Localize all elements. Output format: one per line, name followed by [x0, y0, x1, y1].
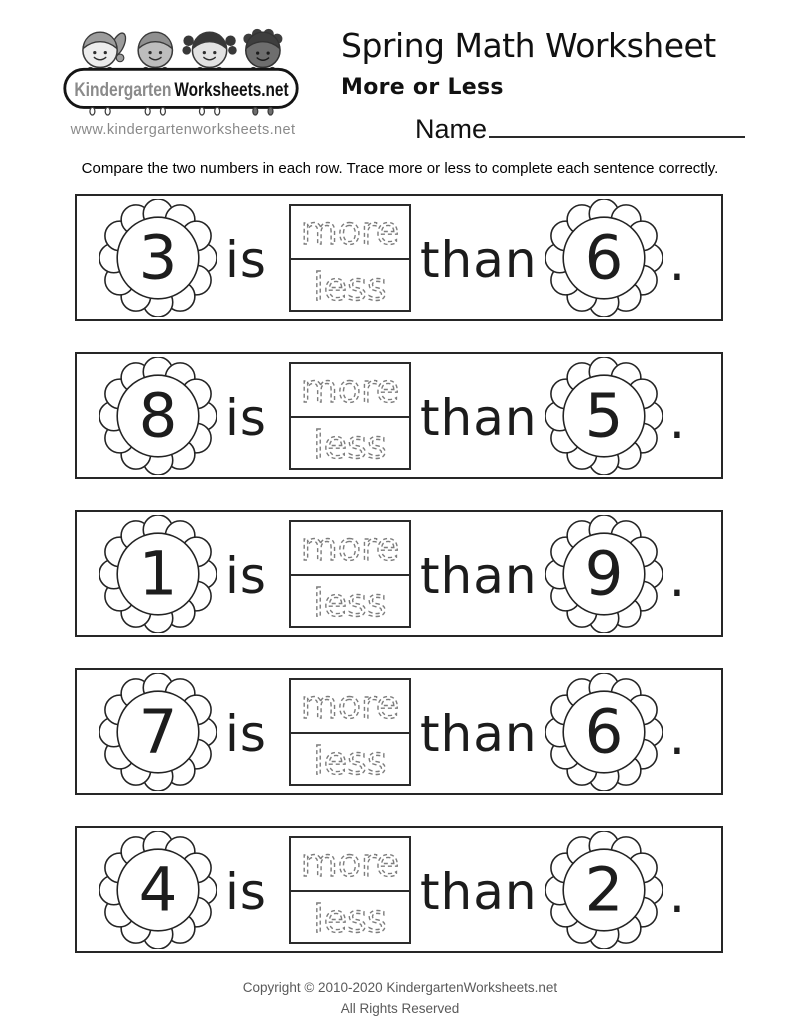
less-trace-text: less — [313, 896, 387, 941]
name-label: Name — [415, 114, 488, 144]
more-trace-text: more — [300, 208, 400, 253]
than-label: than — [419, 704, 538, 763]
left-number: 1 — [138, 538, 178, 610]
period-label: . — [668, 707, 687, 767]
less-trace-text: less — [313, 580, 387, 625]
logo-text-worksheets: Worksheets.net — [174, 80, 290, 101]
rows-container — [75, 194, 725, 953]
flower-icon — [545, 831, 663, 949]
logo — [55, 16, 311, 145]
footer — [0, 978, 800, 1020]
than-label: than — [419, 546, 538, 605]
kid-boy-curly — [243, 29, 282, 73]
more-less-trace-box[interactable] — [289, 204, 411, 312]
more-less-trace-box[interactable] — [289, 362, 411, 470]
worksheet-row-2 — [75, 352, 723, 479]
trace-less-cell[interactable] — [291, 890, 409, 942]
flower-icon — [99, 515, 217, 633]
flower-icon — [99, 199, 217, 317]
period-label: . — [668, 865, 687, 925]
left-number: 7 — [138, 696, 178, 768]
title-block — [311, 16, 745, 145]
logo-banner — [65, 69, 297, 107]
flower-icon — [545, 673, 663, 791]
website-url: www.kindergartenworksheets.net — [70, 122, 296, 138]
more-trace-text: more — [300, 524, 400, 569]
left-number: 4 — [138, 854, 178, 926]
period-label: . — [668, 391, 687, 451]
right-number: 2 — [584, 854, 623, 926]
than-label: than — [419, 862, 538, 921]
worksheet-row-3 — [75, 510, 723, 637]
period-label: . — [668, 549, 687, 609]
flower-icon — [545, 515, 663, 633]
right-number: 6 — [584, 696, 623, 768]
flower-icon — [99, 357, 217, 475]
less-trace-text: less — [313, 422, 387, 467]
worksheet-row-4 — [75, 668, 723, 795]
flower-icon — [545, 199, 663, 317]
right-number: 9 — [584, 538, 623, 610]
left-number: 3 — [138, 222, 178, 294]
kid-girl-gray — [83, 31, 129, 73]
header — [0, 0, 800, 145]
trace-more-cell[interactable] — [291, 364, 409, 416]
trace-less-cell[interactable] — [291, 574, 409, 626]
logo-kids-icon — [55, 16, 307, 116]
more-less-trace-box[interactable] — [289, 678, 411, 786]
period-label: . — [668, 233, 687, 293]
trace-more-cell[interactable] — [291, 838, 409, 890]
page-title: Spring Math Worksheet — [341, 26, 716, 65]
is-label: is — [225, 546, 267, 605]
is-label: is — [225, 230, 267, 289]
left-number: 8 — [138, 380, 178, 452]
more-trace-text: more — [300, 840, 400, 885]
trace-less-cell[interactable] — [291, 732, 409, 784]
trace-less-cell[interactable] — [291, 416, 409, 468]
more-trace-text: more — [300, 682, 400, 727]
flower-icon — [99, 831, 217, 949]
trace-more-cell[interactable] — [291, 680, 409, 732]
is-label: is — [225, 704, 267, 763]
page-subtitle: More or Less — [341, 75, 504, 100]
less-trace-text: less — [313, 264, 387, 309]
rights-text: All Rights Reserved — [340, 1000, 460, 1016]
more-trace-text: more — [300, 366, 400, 411]
trace-less-cell[interactable] — [291, 258, 409, 310]
kid-boy-gray — [138, 32, 172, 73]
trace-more-cell[interactable] — [291, 206, 409, 258]
flower-icon — [545, 357, 663, 475]
than-label: than — [419, 388, 538, 447]
name-input-line[interactable] — [489, 120, 745, 138]
instructions-text: Compare the two numbers in each row. Trace more or less to complete each sentence correctly. — [81, 160, 719, 177]
is-label: is — [225, 862, 267, 921]
more-less-trace-box[interactable] — [289, 836, 411, 944]
name-row — [415, 114, 745, 145]
trace-more-cell[interactable] — [291, 522, 409, 574]
than-label: than — [419, 230, 538, 289]
more-less-trace-box[interactable] — [289, 520, 411, 628]
copyright-text: Copyright © 2010-2020 KindergartenWorksheets.net — [242, 980, 558, 995]
kid-girl-pigtails — [182, 32, 236, 73]
right-number: 6 — [584, 222, 623, 294]
worksheet-row-5 — [75, 826, 723, 953]
less-trace-text: less — [313, 738, 387, 783]
right-number: 5 — [584, 380, 623, 452]
worksheet-row-1 — [75, 194, 723, 321]
flower-icon — [99, 673, 217, 791]
logo-text-kindergarten: Kindergarten — [74, 80, 172, 101]
is-label: is — [225, 388, 267, 447]
